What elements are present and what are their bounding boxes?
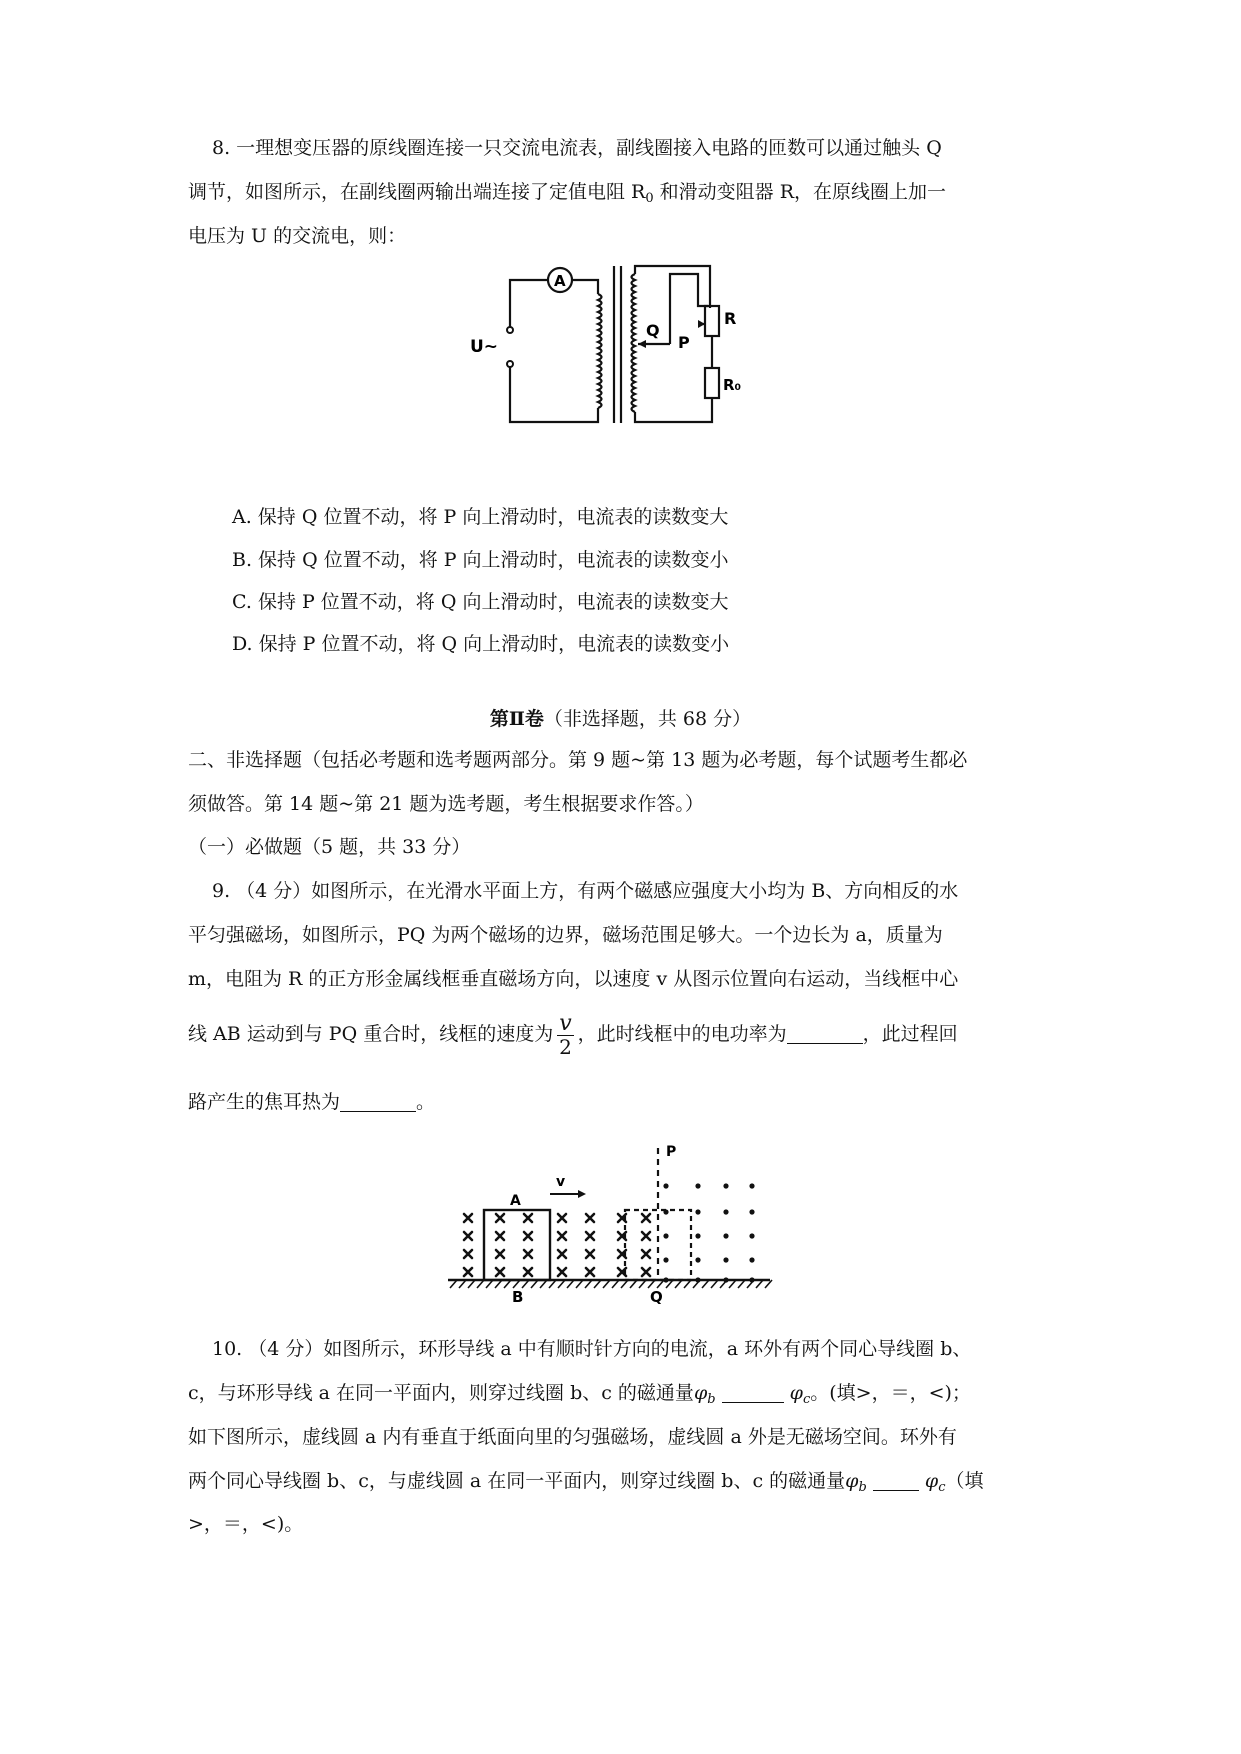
field-into-page-mark	[464, 1232, 472, 1240]
q10-line3: 如下图所示，虚线圆 a 内有垂直于纸面向里的匀强磁场，虚线圆 a 外是无磁场空间。环外有	[188, 1426, 957, 1448]
q8-line3: 电压为 U 的交流电，则：	[188, 225, 407, 247]
field-out-of-page-dot	[663, 1277, 668, 1282]
magnetic-field-diagram	[440, 1130, 780, 1310]
square-frame	[484, 1210, 550, 1280]
field-into-page-mark	[558, 1268, 566, 1276]
field-out-of-page-dot	[723, 1257, 728, 1262]
field-out-of-page-dot	[695, 1209, 700, 1214]
section-heading: （一）必做题（5 题，共 33 分）	[188, 836, 471, 858]
field-out-of-page-dot	[695, 1257, 700, 1262]
phi-subscript-b: b	[858, 1480, 867, 1495]
field-into-page-mark	[496, 1250, 504, 1258]
v-over-2-fraction	[557, 1010, 573, 1059]
q-label: Q	[646, 321, 660, 340]
terminal	[507, 361, 513, 367]
field-out-of-page-dot	[663, 1183, 668, 1188]
field-into-page-mark	[586, 1214, 594, 1222]
phi-subscript-c: c	[802, 1392, 811, 1407]
q9-line4	[188, 1012, 1058, 1058]
field-out-of-page-dot	[723, 1209, 728, 1214]
a-label: A	[510, 1193, 521, 1209]
q8-option-b: B. 保持 Q 位置不动，将 P 向上滑动时，电流表的读数变小	[232, 549, 729, 571]
r0-subscript: 0	[645, 191, 654, 206]
field-out-of-page-dot	[723, 1233, 728, 1238]
field-into-page-mark	[496, 1214, 504, 1222]
answer-blank-compare-1[interactable]	[722, 1382, 784, 1403]
field-into-page-mark	[464, 1250, 472, 1258]
q9-line3: m，电阻为 R 的正方形金属线框垂直磁场方向，以速度 v 从图示位置向右运动，当线框中心	[188, 968, 959, 990]
q10-line2-text-a: c，与环形导线 a 在同一平面内，则穿过线圈 b、c 的磁通量	[188, 1382, 694, 1404]
q9-line2: 平匀强磁场，如图所示，PQ 为两个磁场的边界，磁场范围足够大。一个边长为 a，质量为	[188, 924, 943, 946]
q9-line4-text-a: 线 AB 运动到与 PQ 重合时，线框的速度为	[188, 1023, 554, 1045]
fraction-denominator: 2	[559, 1034, 572, 1059]
r0-label: R₀	[723, 376, 742, 394]
b-label: B	[512, 1288, 524, 1306]
field-out-of-page-dot	[695, 1277, 700, 1282]
field-into-page-mark	[558, 1214, 566, 1222]
q10-line4-text-a: 两个同心导线圈 b、c，与虚线圆 a 在同一平面内，则穿过线圈 b、c 的磁通量	[188, 1470, 846, 1492]
transformer-circuit-diagram	[470, 258, 742, 433]
field-into-page-mark	[558, 1232, 566, 1240]
phi-symbol: φ	[789, 1382, 803, 1404]
part2-title-bold: 第Ⅱ卷	[489, 708, 544, 730]
field-into-page-mark	[524, 1214, 532, 1222]
phi-symbol: φ	[924, 1470, 939, 1492]
field-out-of-page-dot	[749, 1183, 754, 1188]
field-into-page-mark	[524, 1250, 532, 1258]
field-into-page-mark	[524, 1268, 532, 1276]
field-into-page-mark	[642, 1250, 650, 1258]
field-into-page-mark	[524, 1232, 532, 1240]
secondary-coil	[632, 274, 636, 412]
q8-line2-text-a: 调节，如图所示，在副线圈两输出端连接了定值电阻 R	[188, 181, 646, 203]
answer-blank-heat[interactable]	[340, 1091, 416, 1112]
field-into-page-mark	[586, 1268, 594, 1276]
rheostat-r	[705, 306, 719, 336]
terminal	[507, 327, 513, 333]
q10-line4-text-b: （填	[945, 1470, 984, 1492]
ammeter-label: A	[554, 272, 566, 290]
field-into-page-mark	[464, 1268, 472, 1276]
answer-blank-power[interactable]	[787, 1023, 863, 1044]
q10-line1: 10. （4 分）如图所示，环形导线 a 中有顺时针方向的电流，a 环外有两个同心导线圈 b、	[212, 1338, 972, 1360]
part2-intro-line1: 二、非选择题（包括必考题和选考题两部分。第 9 题~第 13 题为必考题，每个试题考生都必	[188, 749, 968, 771]
field-into-page-mark	[642, 1232, 650, 1240]
source-label: U~	[470, 337, 499, 357]
q9-line5-text-a: 路产生的焦耳热为	[188, 1091, 341, 1113]
field-out-of-page-dot	[663, 1209, 668, 1214]
part2-title	[0, 697, 1241, 741]
field-into-page-mark	[496, 1268, 504, 1276]
field-out-of-page-dot	[663, 1233, 668, 1238]
p-label: P	[678, 333, 690, 352]
p-label: P	[666, 1144, 677, 1160]
phi-subscript-c: c	[938, 1480, 946, 1495]
resistor-r0	[705, 368, 719, 398]
field-out-of-page-dot	[749, 1257, 754, 1262]
phi-subscript-b: b	[707, 1392, 716, 1407]
field-into-page-mark	[642, 1214, 650, 1222]
answer-blank-compare-2[interactable]	[873, 1470, 919, 1491]
field-out-of-page-dot	[695, 1183, 700, 1188]
part2-title-rest: （非选择题，共 68 分）	[543, 708, 752, 730]
q8-line1: 8. 一理想变压器的原线圈连接一只交流电流表，副线圈接入电路的匝数可以通过触头 Q	[212, 137, 942, 159]
q8-option-a: A. 保持 Q 位置不动，将 P 向上滑动时，电流表的读数变大	[232, 506, 729, 528]
q8-option-d: D. 保持 P 位置不动，将 Q 向上滑动时，电流表的读数变小	[232, 633, 730, 655]
q10-line2-text-b: 。(填>，＝，<)；	[810, 1382, 971, 1404]
field-out-of-page-dot	[749, 1277, 754, 1282]
field-into-page-mark	[558, 1250, 566, 1258]
field-into-page-mark	[586, 1232, 594, 1240]
part2-intro-line2: 须做答。第 14 题~第 21 题为选考题，考生根据要求作答。）	[188, 793, 704, 815]
q8-line2-text-b: 和滑动变阻器 R，在原线圈上加一	[653, 181, 947, 203]
field-out-of-page-dot	[749, 1209, 754, 1214]
q9-line1: 9. （4 分）如图所示，在光滑水平面上方，有两个磁感应强度大小均为 B、方向相反的水	[212, 880, 959, 902]
primary-coil	[598, 294, 602, 408]
field-out-of-page-dot	[723, 1277, 728, 1282]
field-into-page-mark	[586, 1250, 594, 1258]
phi-symbol: φ	[845, 1470, 859, 1492]
q9-line4-text-b: ，此时线框中的电功率为	[577, 1023, 787, 1045]
q9-line5-text-b: 。	[416, 1091, 436, 1113]
v-label: v	[556, 1174, 566, 1190]
q9-line4-text-c: ，此过程回	[862, 1023, 958, 1045]
q9-line5	[188, 1080, 1058, 1124]
field-out-of-page-dot	[749, 1233, 754, 1238]
tap-q-arrow	[638, 340, 646, 348]
field-out-of-page-dot	[663, 1257, 668, 1262]
phi-symbol: φ	[693, 1382, 708, 1404]
field-into-page-mark	[642, 1268, 650, 1276]
field-out-of-page-dot	[723, 1183, 728, 1188]
q8-option-c: C. 保持 P 位置不动，将 Q 向上滑动时，电流表的读数变大	[232, 591, 729, 613]
q10-line5: >，＝，<)。	[188, 1513, 304, 1535]
r-label: R	[724, 309, 737, 328]
field-into-page-mark	[496, 1232, 504, 1240]
fraction-numerator: v	[559, 1010, 572, 1036]
field-into-page-mark	[464, 1214, 472, 1222]
velocity-arrowhead	[578, 1190, 586, 1198]
q-label: Q	[650, 1288, 663, 1306]
field-out-of-page-dot	[695, 1233, 700, 1238]
